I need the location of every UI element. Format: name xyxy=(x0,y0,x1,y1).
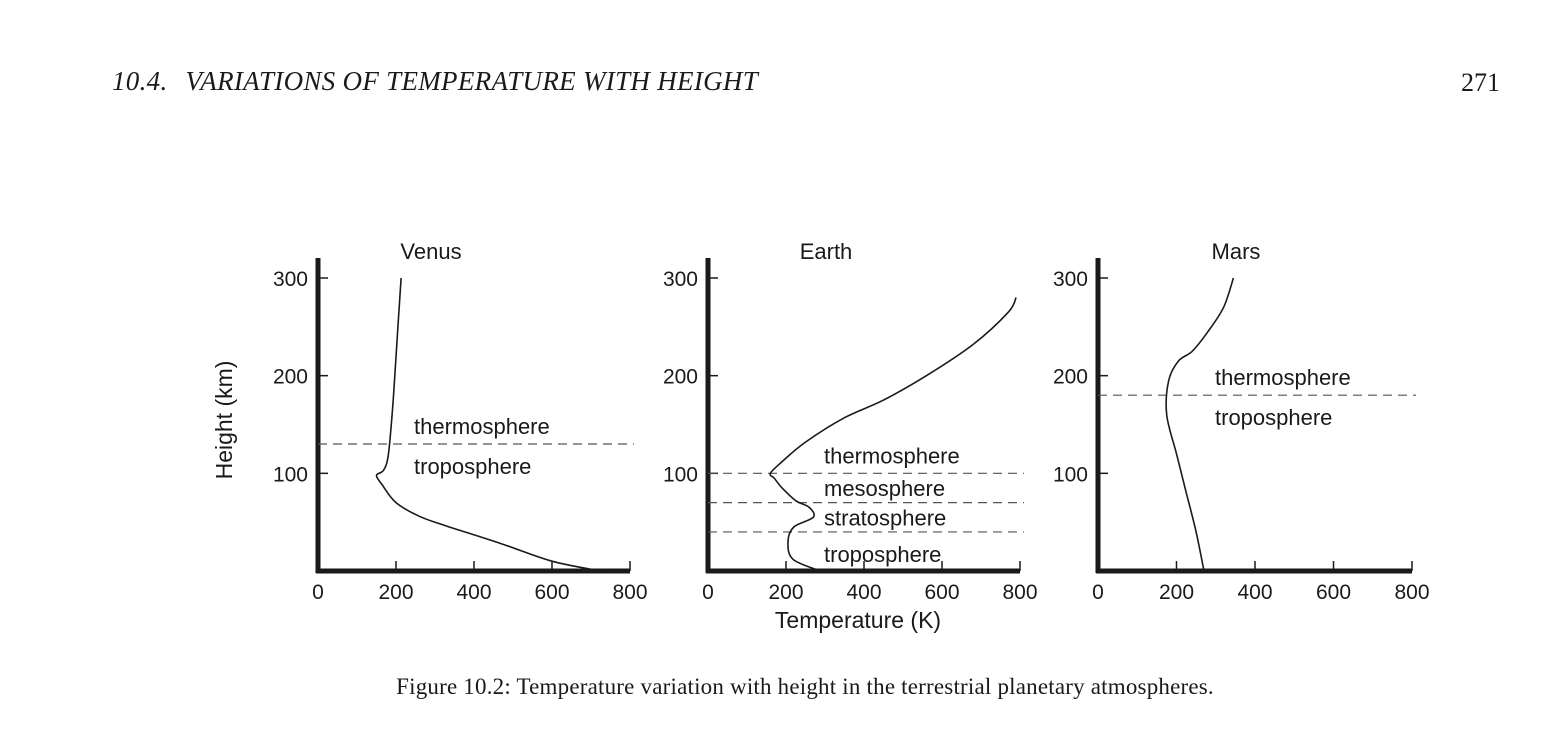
mars-title: Mars xyxy=(1211,239,1261,264)
venus-region-thermosphere: thermosphere xyxy=(414,414,550,440)
section-title: VARIATIONS OF TEMPERATURE WITH HEIGHT xyxy=(185,66,759,96)
earth-region-thermosphere: thermosphere xyxy=(824,443,960,469)
venus-y-tick-label: 100 xyxy=(272,463,308,487)
venus-x-tick-label: 400 xyxy=(456,581,492,604)
mars-panel xyxy=(1053,239,1430,604)
venus-y-tick-label: 300 xyxy=(272,268,308,291)
earth-region-mesosphere: mesosphere xyxy=(824,475,946,501)
earth-x-tick-label: 400 xyxy=(846,581,882,604)
x-axis-label: Temperature (K) xyxy=(774,607,942,633)
mars-region-thermosphere: thermosphere xyxy=(1215,365,1351,391)
earth-y-tick-label: 200 xyxy=(662,365,698,389)
earth-x-tick-label: 200 xyxy=(768,581,804,604)
page-number: 271 xyxy=(1461,68,1500,97)
mars-y-tick-label: 200 xyxy=(1052,365,1088,389)
earth-x-tick-label: 600 xyxy=(924,581,960,604)
earth-y-tick-label: 300 xyxy=(662,268,698,291)
mars-x-tick-label: 200 xyxy=(1158,581,1195,604)
earth-y-tick-label: 100 xyxy=(662,463,698,487)
earth-region-troposphere: troposphere xyxy=(824,541,942,567)
venus-x-tick-label: 600 xyxy=(534,581,570,604)
figure-caption: Figure 10.2: Temperature variation with height in the terrestrial planetary atmospheres. xyxy=(396,674,1214,699)
section-number: 10.4. xyxy=(112,66,168,96)
venus-region-troposphere: troposphere xyxy=(414,454,532,480)
mars-region-troposphere: troposphere xyxy=(1215,405,1333,431)
earth-panel xyxy=(663,239,1038,604)
mars-y-tick-label: 100 xyxy=(1052,463,1088,487)
earth-x-tick-label: 0 xyxy=(702,581,714,604)
venus-panel xyxy=(273,239,648,604)
mars-x-tick-label: 0 xyxy=(1092,581,1104,604)
mars-x-tick-label: 600 xyxy=(1315,581,1352,604)
venus-title: Venus xyxy=(400,239,462,264)
mars-y-tick-label: 300 xyxy=(1052,268,1088,291)
venus-y-tick-label: 200 xyxy=(272,365,308,389)
venus-x-tick-label: 200 xyxy=(378,581,414,604)
venus-x-tick-label: 800 xyxy=(612,581,648,604)
earth-region-stratosphere: stratosphere xyxy=(824,505,947,531)
earth-title: Earth xyxy=(799,239,853,264)
y-axis-label: Height (km) xyxy=(211,360,237,480)
mars-x-tick-label: 400 xyxy=(1237,581,1273,604)
earth-x-tick-label: 800 xyxy=(1002,581,1038,604)
venus-x-tick-label: 0 xyxy=(312,581,324,604)
mars-x-tick-label: 800 xyxy=(1394,581,1430,604)
